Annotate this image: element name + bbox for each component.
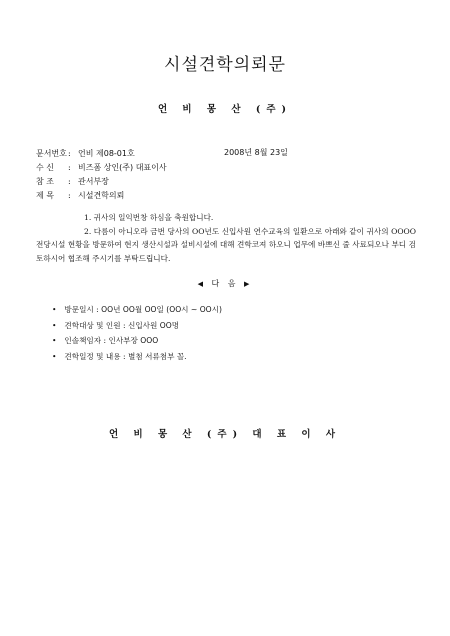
bullet-icon: •: [52, 320, 57, 330]
bullet-icon: •: [52, 336, 57, 345]
meta-label: 제 목: [36, 191, 54, 200]
meta-value: 관서부장: [78, 177, 109, 186]
meta-value: 비즈폼 상인(주) 대표이사: [78, 163, 167, 172]
list-item: [52, 318, 222, 334]
meta-value: 시설견학의뢰: [78, 191, 125, 200]
meta-row-reference: [36, 175, 167, 189]
list-item: [52, 333, 222, 349]
bullet-label: 방문일시 :: [64, 305, 102, 314]
body-text: [36, 211, 416, 265]
meta-value: 언비 제08-01호: [78, 149, 135, 158]
paragraph-2: 2. 다름이 아니오라 금번 당사의 OO년도 신입사원 연수교육의 일환으로 아래와 같이 귀사의 OOOO전당시설 현황을 방문하여 현지 생산시설과 설비시설에 대해 견학코져 하오니 업무에 바쁘신 줄 사료되오나 부디 검토하시어 협조해 주시기를 부탁드립니다.: [36, 226, 416, 263]
dagum-heading: [0, 278, 450, 289]
list-item: [52, 349, 222, 365]
paragraph-1: 1. 귀사의 일익번창 하심을 축원합니다.: [84, 213, 214, 222]
bullet-value: 신입사원 OO명: [127, 320, 180, 330]
meta-label: 문서번호: [36, 149, 67, 158]
bullet-icon: •: [52, 351, 57, 361]
meta-separator: :: [68, 177, 71, 186]
bullet-icon: •: [52, 305, 57, 314]
meta-separator: :: [68, 149, 71, 158]
dagum-label: 다 음: [211, 279, 239, 288]
bullet-list: [52, 302, 222, 364]
triangle-left-icon: ◀: [197, 280, 206, 288]
bullet-value: 인사부장 OOO: [108, 336, 159, 345]
document-meta: [36, 147, 167, 203]
meta-label: 수 신: [36, 163, 54, 172]
list-item: [52, 302, 222, 318]
meta-separator: :: [68, 191, 71, 200]
company-header: 언 비 몽 산 (주): [157, 104, 293, 115]
bullet-label: 인솔책임자 :: [64, 336, 109, 345]
meta-row-subject: [36, 189, 167, 203]
bullet-label: 견학일정 및 내용 :: [64, 351, 128, 361]
signature: 언 비 몽 산 (주) 대 표 이 사: [108, 429, 342, 440]
document-date: 2008년 8월 23일: [224, 148, 288, 157]
meta-separator: :: [68, 163, 71, 172]
bullet-value: OO년 OO월 OO일 (OO시 ~ OO시): [101, 305, 222, 314]
meta-label: 참 조: [36, 177, 54, 186]
document-title: 시설견학의뢰문: [164, 55, 286, 75]
bullet-label: 견학대상 및 인원 :: [64, 320, 128, 330]
meta-row-doc-number: [36, 147, 167, 161]
meta-row-recipient: [36, 161, 167, 175]
triangle-right-icon: ▶: [244, 280, 253, 288]
bullet-value: 별첨 서류첨부 꼴.: [127, 351, 187, 361]
